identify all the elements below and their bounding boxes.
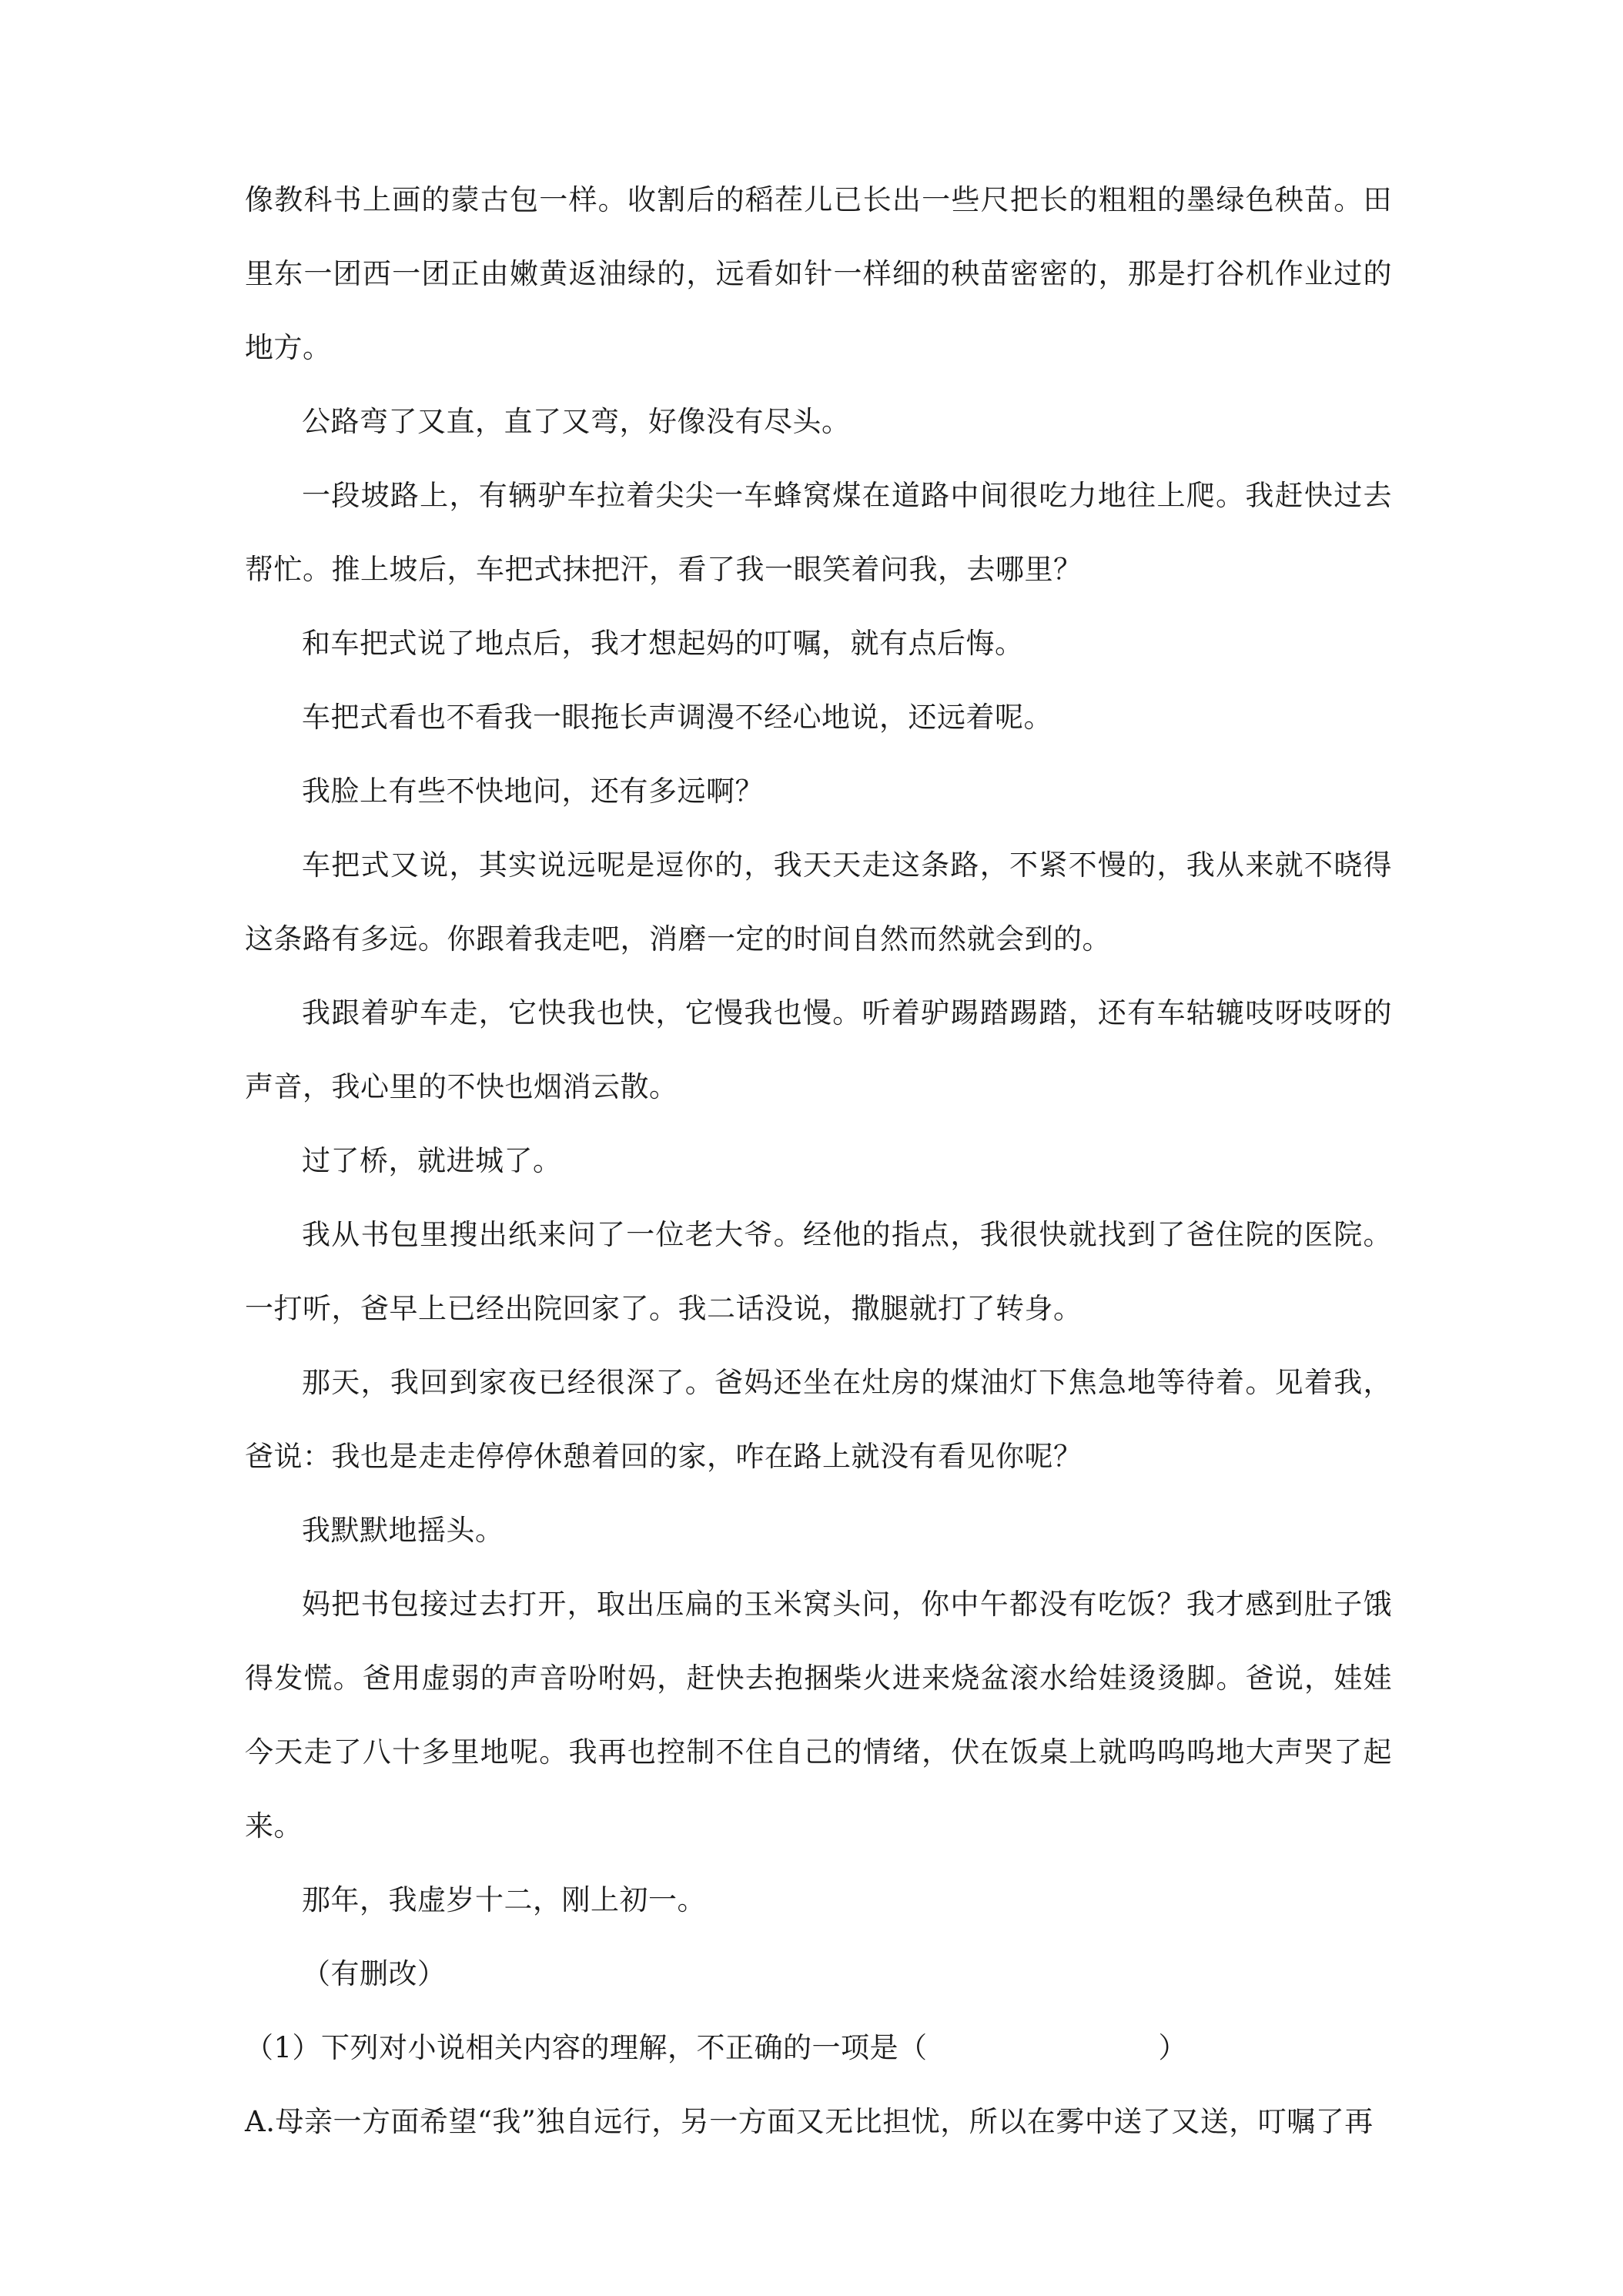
paragraph-5: 车把式看也不看我一眼拖长声调漫不经心地说，还远着呢。 (302, 701, 1052, 734)
source-note: （有删改） (302, 1957, 447, 1990)
option-a: A.母亲一方面希望“我”独自远行，另一方面又无比担忧，所以在雾中送了又送，叮嘱了再 (245, 2105, 1374, 2138)
paragraph-3: 一段坡路上，有辆驴车拉着尖尖一车蜂窝煤在道路中间很吃力地往上爬。我赶快过去帮忙。推上坡后，车把式抹把汗，看了我一眼笑着问我，去哪里？ (245, 479, 1392, 586)
paragraph-1: 像教科书上画的蒙古包一样。收割后的稻茬儿已长出一些尺把长的粗粗的墨绿色秧苗。田里东一团西一团正由嫩黄返油绿的，远看如针一样细的秧苗密密的，那是打谷机作业过的地方。 (245, 183, 1392, 364)
paragraph-10: 我从书包里搜出纸来问了一位老大爷。经他的指点，我很快就找到了爸住院的医院。一打听，爸早上已经出院回家了。我二话没说，撒腿就打了转身。 (245, 1218, 1392, 1325)
paragraph-6: 我脸上有些不快地问，还有多远啊？ (302, 775, 764, 808)
paragraph-13: 妈把书包接过去打开，取出压扁的玉米窝头问，你中午都没有吃饭？我才感到肚子饿得发慌。爸用虚弱的声音吩咐妈，赶快去抱捆柴火进来烧盆滚水给娃烫烫脚。爸说，娃娃今天走了八十多里地呢。我再也控制不住自己的情绪，伏在饭桌上就呜呜呜地大声哭了起来。 (245, 1588, 1392, 1842)
paragraph-9: 过了桥，就进城了。 (302, 1144, 562, 1177)
paragraph-4: 和车把式说了地点后，我才想起妈的叮嘱，就有点后悔。 (302, 627, 1024, 660)
paragraph-11: 那天，我回到家夜已经很深了。爸妈还坐在灶房的煤油灯下焦急地等待着。见着我，爸说：我也是走走停停休憩着回的家，咋在路上就没有看见你呢？ (245, 1366, 1392, 1473)
paragraph-2: 公路弯了又直，直了又弯，好像没有尽头。 (302, 405, 851, 438)
question-1-stem: （1）下列对小说相关内容的理解，不正确的一项是（ (245, 2031, 928, 2064)
question-1 (245, 2011, 1392, 2085)
paragraph-12: 我默默地摇头。 (302, 1514, 504, 1547)
paragraph-7: 车把式又说，其实说远呢是逗你的，我天天走这条路，不紧不慢的，我从来就不晓得这条路有多远。你跟着我走吧，消磨一定的时间自然而然就会到的。 (245, 848, 1392, 956)
question-1-close: ） (1158, 2031, 1188, 2064)
document-body (245, 163, 1392, 2159)
paragraph-14: 那年，我虚岁十二，刚上初一。 (302, 1883, 706, 1916)
paragraph-8: 我跟着驴车走，它快我也快，它慢我也慢。听着驴踢踏踢踏，还有车轱辘吱呀吱呀的声音，我心里的不快也烟消云散。 (245, 996, 1392, 1103)
